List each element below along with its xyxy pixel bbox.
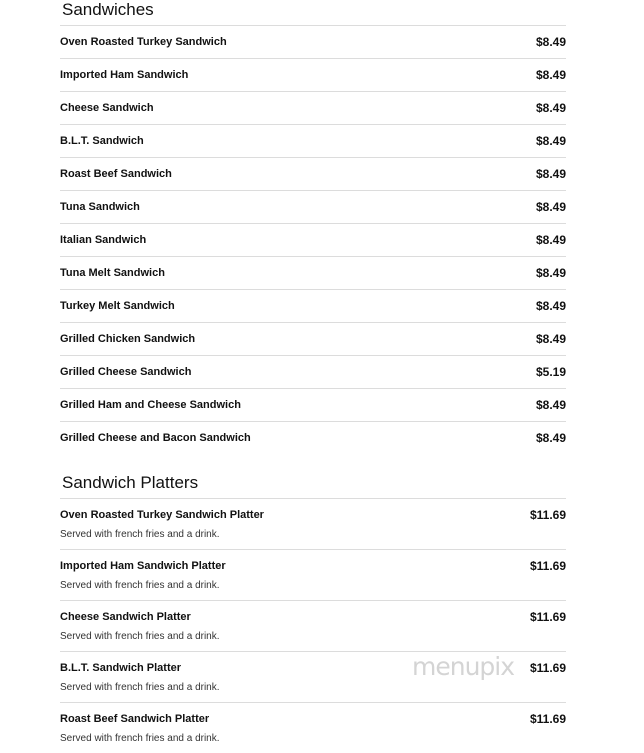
item-price: $5.19 bbox=[535, 365, 566, 379]
item-name: Oven Roasted Turkey Sandwich bbox=[60, 36, 227, 48]
menu-item[interactable] bbox=[60, 26, 566, 59]
item-price: $8.49 bbox=[535, 398, 566, 412]
item-name: Roast Beef Sandwich Platter bbox=[60, 713, 210, 725]
menu-item[interactable] bbox=[60, 550, 566, 601]
item-name: Tuna Sandwich bbox=[60, 201, 140, 213]
menu-item[interactable] bbox=[60, 257, 566, 290]
item-description: Served with french fries and a drink. bbox=[60, 580, 220, 591]
item-name: B.L.T. Sandwich bbox=[60, 135, 144, 147]
item-price: $8.49 bbox=[535, 233, 566, 247]
item-name: Grilled Chicken Sandwich bbox=[60, 333, 196, 345]
menu-item[interactable] bbox=[60, 422, 566, 454]
menu-item[interactable] bbox=[60, 92, 566, 125]
item-name: Turkey Melt Sandwich bbox=[60, 300, 175, 312]
menu-item[interactable] bbox=[60, 158, 566, 191]
section-sandwich-platters bbox=[60, 470, 566, 753]
item-name: Grilled Ham and Cheese Sandwich bbox=[60, 399, 241, 411]
item-name: Grilled Cheese and Bacon Sandwich bbox=[60, 432, 251, 444]
item-price: $11.69 bbox=[529, 508, 566, 522]
item-price: $11.69 bbox=[529, 610, 566, 624]
item-name: Cheese Sandwich Platter bbox=[60, 611, 191, 623]
item-description: Served with french fries and a drink. bbox=[60, 529, 220, 540]
item-name: Roast Beef Sandwich bbox=[60, 168, 172, 180]
item-name: Oven Roasted Turkey Sandwich Platter bbox=[60, 509, 264, 521]
menu-item[interactable] bbox=[60, 703, 566, 753]
section-sandwiches bbox=[60, 0, 566, 454]
item-name: Grilled Cheese Sandwich bbox=[60, 366, 192, 378]
menu-item[interactable] bbox=[60, 125, 566, 158]
item-name: Tuna Melt Sandwich bbox=[60, 267, 165, 279]
item-price: $11.69 bbox=[529, 661, 566, 675]
item-price: $8.49 bbox=[535, 266, 566, 280]
menu-item[interactable] bbox=[60, 290, 566, 323]
menu-item[interactable] bbox=[60, 389, 566, 422]
sandwich-list bbox=[60, 26, 566, 454]
item-price: $8.49 bbox=[535, 101, 566, 115]
item-price: $8.49 bbox=[535, 167, 566, 181]
watermark-logo: menupix bbox=[412, 652, 515, 681]
item-name: Imported Ham Sandwich Platter bbox=[60, 560, 226, 572]
item-price: $11.69 bbox=[529, 559, 566, 573]
menu bbox=[60, 0, 566, 753]
item-description: Served with french fries and a drink. bbox=[60, 631, 220, 642]
menu-item[interactable] bbox=[60, 356, 566, 389]
item-price: $8.49 bbox=[535, 431, 566, 445]
item-price: $8.49 bbox=[535, 200, 566, 214]
item-price: $8.49 bbox=[535, 68, 566, 82]
menu-item[interactable] bbox=[60, 224, 566, 257]
item-price: $8.49 bbox=[535, 299, 566, 313]
item-name: Italian Sandwich bbox=[60, 234, 147, 246]
item-price: $11.69 bbox=[529, 712, 566, 726]
item-name: B.L.T. Sandwich Platter bbox=[60, 662, 182, 674]
section-title: Sandwiches bbox=[60, 0, 566, 26]
item-price: $8.49 bbox=[535, 332, 566, 346]
menu-item[interactable] bbox=[60, 499, 566, 550]
item-price: $8.49 bbox=[535, 134, 566, 148]
item-price: $8.49 bbox=[535, 35, 566, 49]
section-title: Sandwich Platters bbox=[60, 470, 566, 499]
platter-list bbox=[60, 499, 566, 753]
item-name: Cheese Sandwich bbox=[60, 102, 154, 114]
item-description: Served with french fries and a drink. bbox=[60, 682, 220, 693]
menu-item[interactable] bbox=[60, 601, 566, 652]
menu-item[interactable] bbox=[60, 191, 566, 224]
menu-item[interactable] bbox=[60, 323, 566, 356]
menu-item[interactable] bbox=[60, 59, 566, 92]
item-description: Served with french fries and a drink. bbox=[60, 733, 220, 744]
item-name: Imported Ham Sandwich bbox=[60, 69, 189, 81]
